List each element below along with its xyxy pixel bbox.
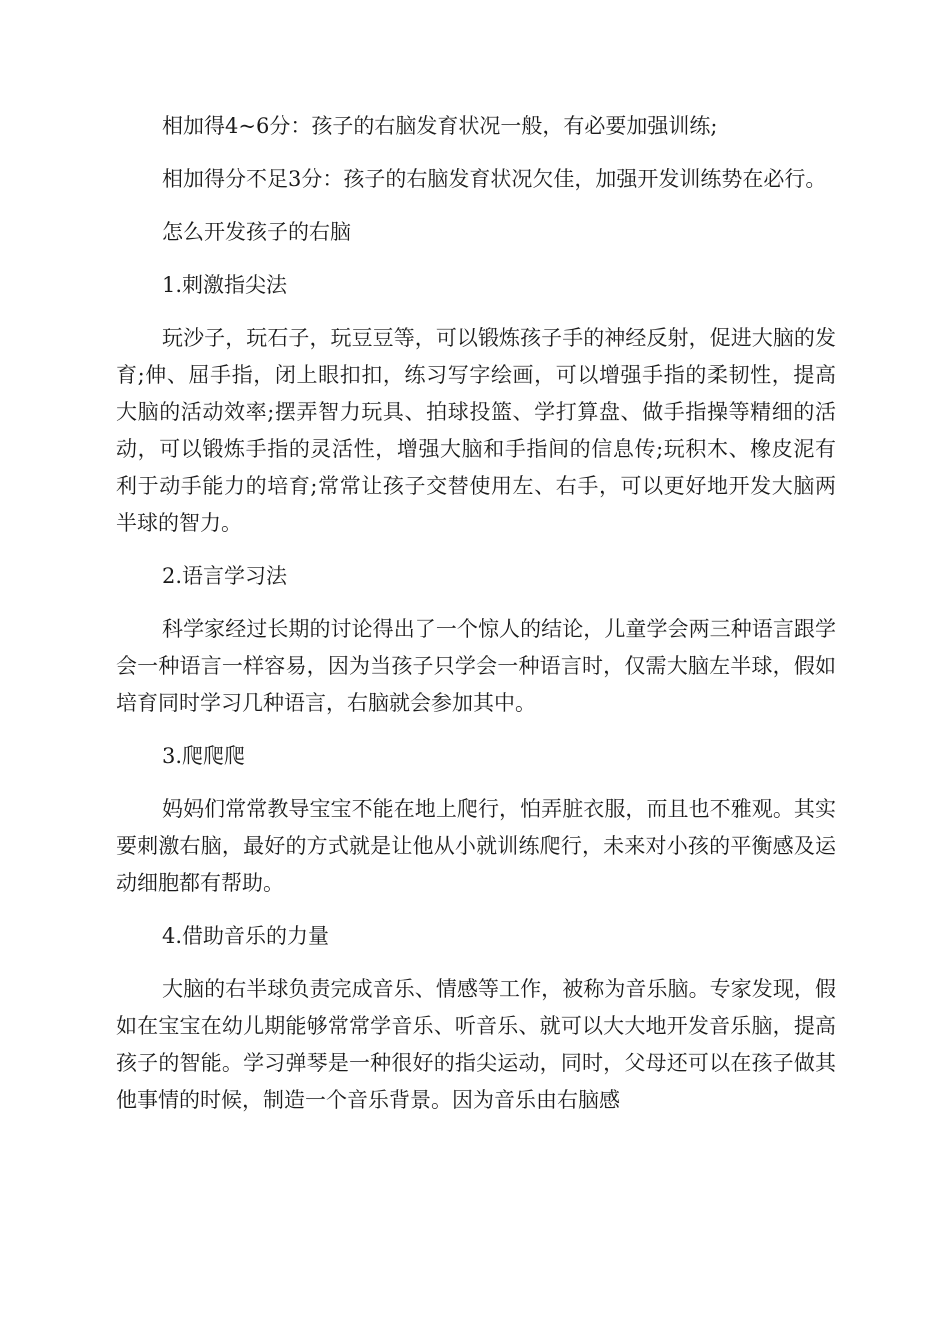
paragraph-score-under-3: 相加得分不足3分：孩子的右脑发育状况欠佳，加强开发训练势在必行。: [162, 167, 827, 191]
paragraph-music: 大脑的右半球负责完成音乐、情感等工作，被称为音乐脑。专家发现，假如在宝宝在幼儿期能够常常学音乐、听音乐、就可以大大地开发音乐脑，提高孩子的智能。学习弹琴是一种很好的指尖运动，同时，父母还可以在孩子做其他事情的时候，制造一个音乐背景。因为音乐由右脑感: [116, 977, 836, 1112]
paragraph-score-4-6: 相加得4~6分：孩子的右脑发育状况一般，有必要加强训练;: [162, 114, 718, 138]
section-title-how-to-develop: 怎么开发孩子的右脑: [162, 220, 351, 244]
subheading-crawling: 3.爬爬爬: [162, 744, 246, 768]
subheading-fingertip-method: 1.刺激指尖法: [162, 273, 288, 297]
document-body: [116, 108, 836, 1135]
subheading-music: 4.借助音乐的力量: [162, 924, 330, 948]
paragraph-language-method: 科学家经过长期的讨论得出了一个惊人的结论，儿童学会两三种语言跟学会一种语言一样容易，因为当孩子只学会一种语言时，仅需大脑左半球，假如培育同时学习几种语言，右脑就会参加其中。: [116, 617, 836, 715]
paragraph-fingertip-method: 玩沙子，玩石子，玩豆豆等，可以锻炼孩子手的神经反射，促进大脑的发育;伸、屈手指，闭上眼扣扣，练习写字绘画，可以增强手指的柔韧性，提高大脑的活动效率;摆弄智力玩具、拍球投篮、学打算盘、做手指操等精细的活动，可以锻炼手指的灵活性，增强大脑和手指间的信息传;玩积木、橡皮泥有利于动手能力的培育;常常让孩子交替使用左、右手，可以更好地开发大脑两半球的智力。: [116, 326, 836, 535]
subheading-language-method: 2.语言学习法: [162, 564, 288, 588]
paragraph-crawling: 妈妈们常常教导宝宝不能在地上爬行，怕弄脏衣服，而且也不雅观。其实要刺激右脑，最好的方式就是让他从小就训练爬行，未来对小孩的平衡感及运动细胞都有帮助。: [116, 797, 836, 895]
